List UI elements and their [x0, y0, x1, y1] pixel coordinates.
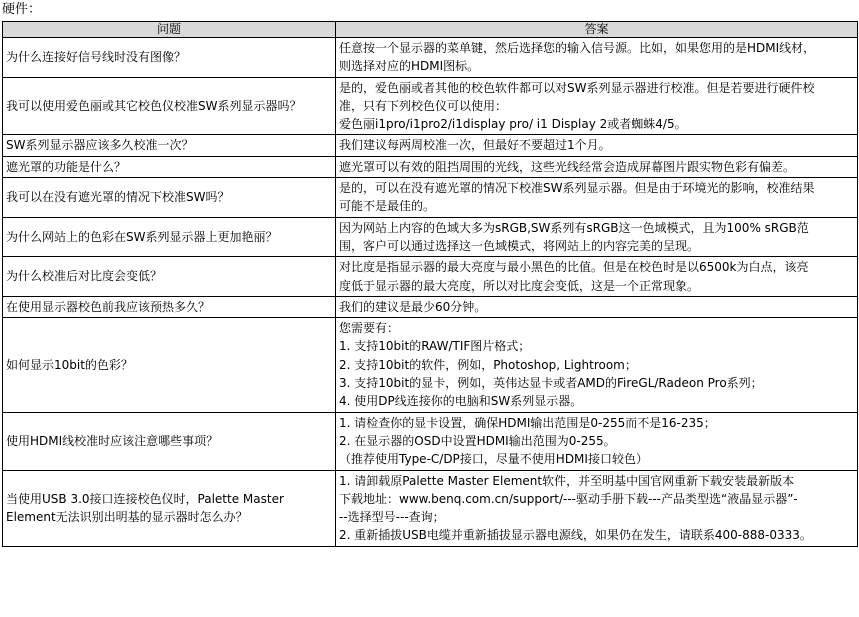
table-row [3, 412, 858, 470]
table-row [3, 470, 858, 546]
answer-line: 2. 支持10bit的软件，例如，Photoshop, Lightroom； [339, 357, 637, 372]
answer-cell [336, 38, 858, 78]
answer-line: 则选择对应的HDMI图标。 [339, 59, 480, 74]
answer-line: 4. 使用DP线连接你的电脑和SW系列显示器。 [339, 394, 583, 409]
question-cell: 我可以在没有遮光罩的情况下校准SW吗？ [3, 178, 336, 218]
answer-line: 围，客户可以通过选择这一色域模式，将网站上的内容完美的呈现。 [339, 238, 700, 253]
answer-line: 1. 请卸载原Palette Master Element软件，并至明基中国官网重新下载安装最新版本 [339, 473, 795, 488]
answer-cell [336, 296, 858, 317]
answer-line: 爱色丽i1pro/i1pro2/i1display pro/ i1 Display 2或者蜘蛛4/5。 [339, 117, 687, 132]
answer-line: 我们的建议是最少60分钟。 [339, 299, 487, 314]
table-row [3, 296, 858, 317]
section-heading: 硬件： [2, 2, 42, 17]
faq-table-body [3, 38, 858, 547]
answer-line: 对比度是指显示器的最大亮度与最小黑色的比值。但是在校色时是以6500k为白点，该亮 [339, 260, 809, 275]
question-cell: 遮光罩的功能是什么？ [3, 156, 336, 177]
answer-line: 是的，爱色丽或者其他的校色软件都可以对SW系列显示器进行校准。但是若要进行硬件校 [339, 80, 815, 95]
answer-cell [336, 470, 858, 546]
answer-cell [336, 135, 858, 156]
answer-line: 1. 请检查你的显卡设置，确保HDMI输出范围是0-255而不是16-235； [339, 415, 716, 430]
answer-cell [336, 412, 858, 470]
answer-line: 是的，可以在没有遮光罩的情况下校准SW系列显示器。但是由于环境光的影响，校准结果 [339, 181, 815, 196]
table-row [3, 178, 858, 218]
answer-cell [336, 217, 858, 257]
answer-line: （推荐使用Type-C/DP接口，尽量不使用HDMI接口较色） [339, 452, 648, 467]
table-row [3, 257, 858, 297]
answer-line: 1. 支持10bit的RAW/TIF图片格式； [339, 339, 531, 354]
question-cell: 为什么网站上的色彩在SW系列显示器上更加艳丽？ [3, 217, 336, 257]
answer-line: 3. 支持10bit的显卡，例如，英伟达显卡或者AMD的FireGL/Radeon Pro系列； [339, 376, 763, 391]
answer-line: 因为网站上内容的色域大多为sRGB,SW系列有sRGB这一色域模式，且为100% sRGB范 [339, 220, 809, 235]
answer-line: 遮光罩可以有效的阻挡周围的光线，这些光线经常会造成屏幕图片跟实物色彩有偏差。 [339, 159, 796, 174]
answer-line: 我们建议每两周校准一次，但最好不要超过1个月。 [339, 138, 611, 153]
faq-table [2, 21, 858, 547]
answer-line: 2. 在显示器的OSD中设置HDMI输出范围为0-255。 [339, 433, 616, 448]
question-cell: SW系列显示器应该多久校准一次？ [3, 135, 336, 156]
table-row [3, 77, 858, 135]
column-header-question: 问题 [3, 22, 336, 38]
question-cell: 为什么连接好信号线时没有图像？ [3, 38, 336, 78]
question-cell: 为什么校准后对比度会变低？ [3, 257, 336, 297]
table-row [3, 217, 858, 257]
answer-cell [336, 257, 858, 297]
answer-line: 2. 重新插拔USB电缆并重新插拔显示器电源线，如果仍在发生，请联系400-888-0333。 [339, 528, 812, 543]
answer-line: --选择型号---查询； [339, 510, 445, 525]
answer-line: 您需要有： [339, 321, 400, 336]
table-row [3, 156, 858, 177]
answer-cell [336, 318, 858, 412]
question-cell: 当使用USB 3.0接口连接校色仪时，Palette Master Element无法识别出明基的显示器时怎么办？ [3, 470, 336, 546]
answer-cell [336, 178, 858, 218]
answer-cell [336, 156, 858, 177]
answer-cell [336, 77, 858, 135]
question-cell: 如何显示10bit的色彩？ [3, 318, 336, 412]
answer-line: 度低于显示器的最大亮度，所以对比度会变低，这是一个正常现象。 [339, 278, 700, 293]
answer-line: 准，只有下列校色仪可以使用： [339, 98, 508, 113]
answer-line: 下载地址：www.benq.com.cn/support/---驱动手册下载---产品类型选“液晶显示器”- [339, 491, 798, 506]
answer-line: 可能不是最佳的。 [339, 199, 436, 214]
table-row [3, 318, 858, 412]
table-header-row [3, 22, 858, 38]
column-header-answer: 答案 [336, 22, 858, 38]
question-cell: 在使用显示器校色前我应该预热多久？ [3, 296, 336, 317]
table-row [3, 38, 858, 78]
table-row [3, 135, 858, 156]
question-cell: 我可以使用爱色丽或其它校色仪校准SW系列显示器吗？ [3, 77, 336, 135]
question-cell: 使用HDMI线校准时应该注意哪些事项？ [3, 412, 336, 470]
answer-line: 任意按一个显示器的菜单键，然后选择您的输入信号源。比如，如果您用的是HDMI线材， [339, 41, 816, 55]
